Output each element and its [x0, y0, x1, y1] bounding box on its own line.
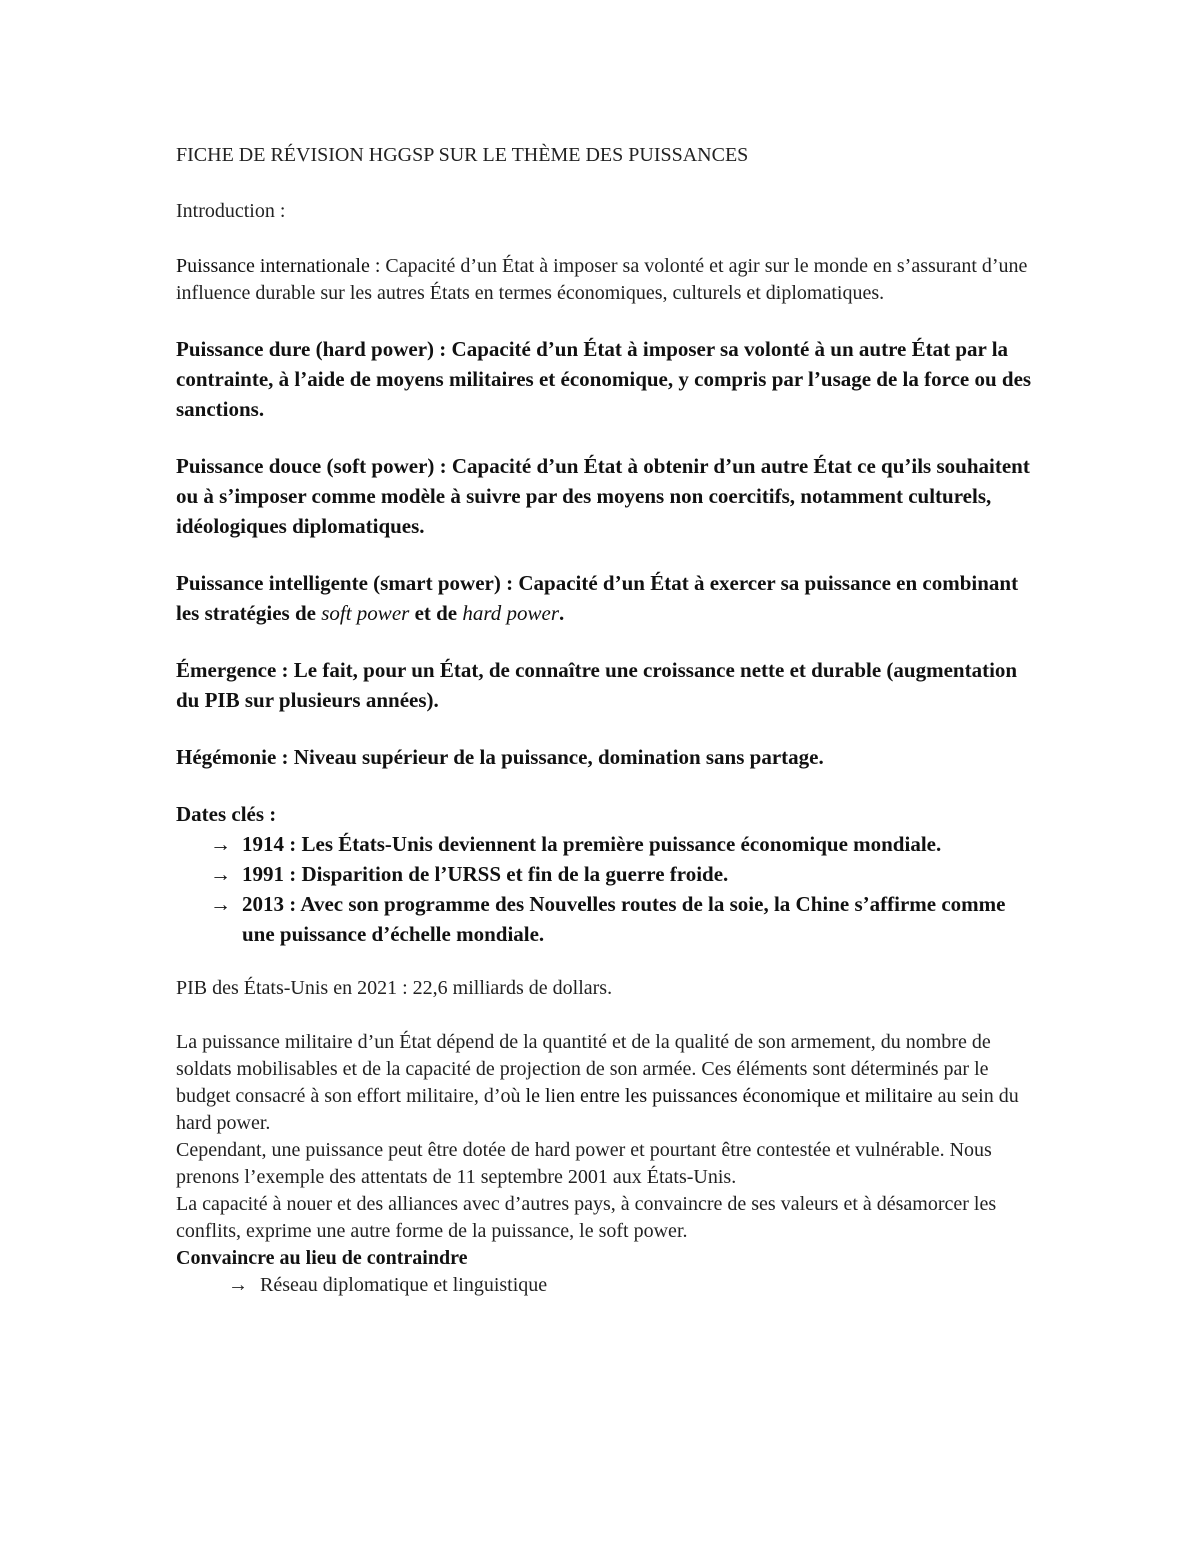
term-puissance-intelligente: Puissance intelligente (smart power) : [176, 571, 514, 595]
date-text: Les États-Unis deviennent la première puissance économique mondiale. [296, 832, 942, 856]
dates-heading: Dates clés : [176, 802, 277, 826]
sub-item-text: Réseau diplomatique et linguistique [260, 1274, 548, 1296]
definition-puissance-douce [176, 451, 1036, 541]
list-item [176, 859, 1036, 889]
pib-statement: PIB des États-Unis en 2021 : 22,6 milliards de dollars. [176, 977, 613, 999]
dates-list [176, 829, 1036, 949]
text-hegemonie: Niveau supérieur de la puissance, domination sans partage. [288, 745, 824, 769]
document-page [176, 142, 1036, 1299]
date-text: Disparition de l’URSS et fin de la guerre froide. [296, 862, 729, 886]
term-puissance-internationale: Puissance internationale : [176, 255, 381, 277]
text-puissance-intelligente-b: et de [409, 601, 463, 625]
definition-emergence [176, 655, 1036, 715]
text-puissance-intelligente-a: Capacité d’un État à exercer sa puissance en combinant les stratégies de [176, 571, 1019, 625]
definition-puissance-intelligente [176, 568, 1036, 628]
document-title: FICHE DE RÉVISION HGGSP SUR LE THÈME DES PUISSANCES [176, 144, 749, 166]
definition-puissance-internationale [176, 253, 1036, 307]
list-item [176, 889, 1036, 949]
text-puissance-dure: Capacité d’un État à imposer sa volonté à un autre État par la contrainte, à l’aide de moyens militaires et économique, y compris par l’usage de la force ou des sanctions. [176, 337, 1032, 421]
date-text: Avec son programme des Nouvelles routes de la soie, la Chine s’affirme comme une puissance d’échelle mondiale. [242, 892, 1006, 946]
arrow-icon: → [228, 1274, 248, 1296]
text-puissance-intelligente-c: . [559, 601, 565, 625]
date-year: 2013 : [242, 892, 297, 916]
italic-hard-power: hard power [462, 601, 560, 625]
text-puissance-douce: Capacité d’un État à obtenir d’un autre État ce qu’ils souhaitent ou à s’imposer comme modèle à suivre par des moyens non coercitifs, notamment culturels, idéologiques diplomatiques. [176, 454, 1030, 538]
date-year: 1914 : [242, 832, 297, 856]
list-item [176, 1272, 1036, 1299]
military-bold-link: le lien entre les puissances économique et militaire [525, 1085, 933, 1107]
definition-hegemonie [176, 742, 1036, 772]
definition-puissance-dure [176, 334, 1036, 424]
term-emergence: Émergence : [176, 658, 289, 682]
date-year: 1991 : [242, 862, 297, 886]
military-text-a: La puissance militaire d’un État dépend de la quantité et de la qualité de son armement, du nombre de soldats mobilisables et de la capacité de projection de son armée. Ces éléments sont déterminés par le budget consacré à son effort militaire, d’où [176, 1031, 991, 1107]
term-hegemonie: Hégémonie : [176, 745, 289, 769]
convaincre-heading: Convaincre au lieu de contraindre [176, 1247, 468, 1269]
term-puissance-douce: Puissance douce (soft power) : [176, 454, 447, 478]
italic-soft-power: soft power [321, 601, 410, 625]
list-item [176, 829, 1036, 859]
text-puissance-internationale: Capacité d’un État à imposer sa volonté et agir sur le monde en s’assurant d’une influence durable sur les autres États en termes économiques, culturels et diplomatiques. [176, 255, 1028, 304]
term-puissance-dure: Puissance dure (hard power) : [176, 337, 447, 361]
arrow-icon: → [210, 832, 231, 856]
military-text-b: au sein du hard power. [176, 1085, 1019, 1134]
paragraph-military-power [176, 1029, 1036, 1137]
paragraph-hard-power-vulnerable: Cependant, une puissance peut être dotée de hard power et pourtant être contestée et vulnérable. Nous prenons l’exemple des attentats de 11 septembre 2001 aux États-Unis. [176, 1139, 992, 1188]
arrow-icon: → [210, 862, 231, 886]
paragraph-soft-power: La capacité à nouer et des alliances avec d’autres pays, à convaincre de ses valeurs et à désamorcer les conflits, exprime une autre forme de la puissance, le soft power. [176, 1193, 997, 1242]
arrow-icon: → [210, 892, 231, 916]
text-emergence: Le fait, pour un État, de connaître une croissance nette et durable (augmentation du PIB sur plusieurs années). [176, 658, 1018, 712]
introduction-heading: Introduction : [176, 200, 286, 222]
